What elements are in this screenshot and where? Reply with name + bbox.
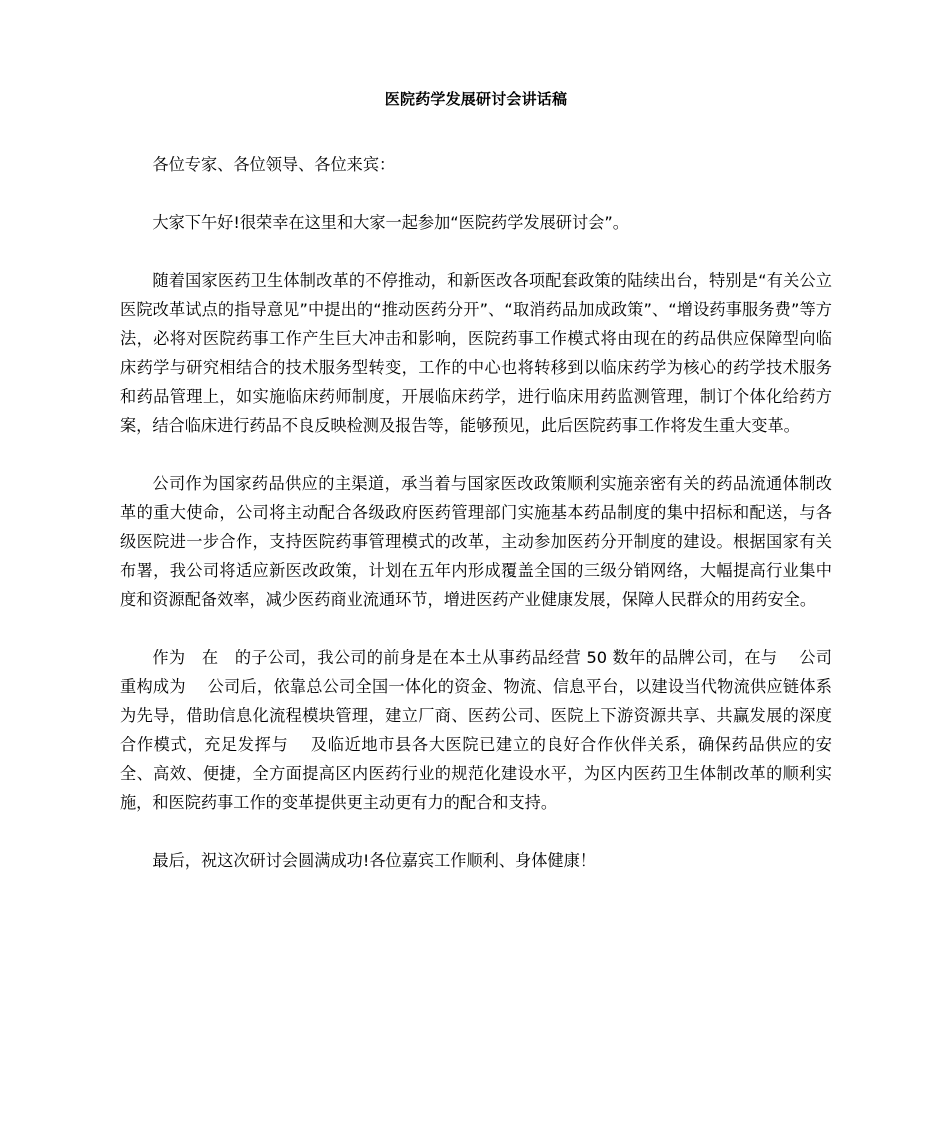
paragraph-company-mission: 公司作为国家药品供应的主渠道，承当着与国家医改政策顺利实施亲密有关的药品流通体制改革的重大使命，公司将主动配合各级政府医药管理部门实施基本药品制度的集中招标和配送，与各级医院进一步合作，支持医院药事管理模式的改革，主动参加医药分开制度的建设。根据国家有关布署，我公司将适应新医改政策，计划在五年内形成覆盖全国的三级分销网络，大幅提高行业集中度和资源配备效率，减少医药商业流通环节，增进医药产业健康发展，保障人民群众的用药安全。 [120, 474, 832, 609]
paragraph-company-profile: 作为 在 的子公司，我公司的前身是在本土从事药品经营 50 数年的品牌公司，在与 公司重构成为 公司后，依靠总公司全国一体化的资金、物流、信息平台，以建设当代物流供应链体系为先导，借助信息化流程模块管理，建立厂商、医药公司、医院上下游资源共享、共赢发展的深度合作模式，充足发挥与 及临近地市县各大医院已建立的良好合作伙伴关系，确保药品供应的安全、高效、便捷，全方面提高区内医药行业的规范化建设水平，为区内医药卫生体制改革的顺利实施，和医院药事工作的变革提供更主动更有力的配合和支持。 [120, 648, 832, 812]
document-title: 医院药学发展研讨会讲话稿 [384, 90, 568, 108]
paragraph-reform-background: 随着国家医药卫生体制改革的不停推动，和新医改各项配套政策的陆续出台，特别是“有关公立医院改革试点的指导意见”中提出的“推动医药分开”、“取消药品加成政策”、“增设药事服务费”等方法，必将对医院药事工作产生巨大冲击和影响，医院药事工作模式将由现在的药品供应保障型向临床药学与研究相结合的技术服务型转变，工作的中心也将转移到以临床药学为核心的药学技术服务和药品管理上，如实施临床药师制度，开展临床药学，进行临床用药监测管理，制订个体化给药方案，结合临床进行药品不良反映检测及报告等，能够预见，此后医院药事工作将发生重大变革。 [120, 271, 832, 435]
paragraph-salutation: 各位专家、各位领导、各位来宾： [152, 155, 396, 174]
document-page [120, 88, 832, 904]
paragraph-closing: 最后，祝这次研讨会圆满成功!各位嘉宾工作顺利、身体健康！ [152, 851, 596, 870]
paragraph-greeting: 大家下午好!很荣幸在这里和大家一起参加“医院药学发展研讨会”。 [152, 213, 629, 232]
